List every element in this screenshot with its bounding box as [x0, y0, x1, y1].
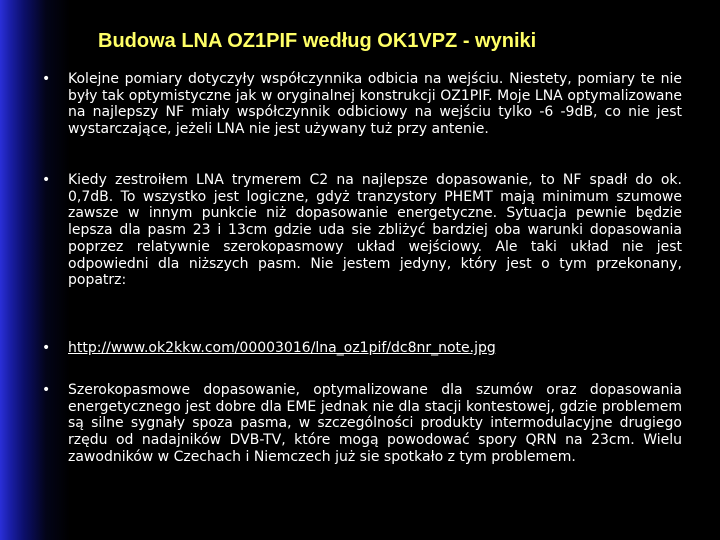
bullet-icon: •	[42, 172, 51, 188]
bullet-item-1	[40, 71, 682, 138]
bullet-item-2	[40, 172, 682, 289]
bullet-text-1: Kolejne pomiary dotyczyły współczynnika odbicia na wejściu. Niestety, pomiary te nie były tak optymistyczne jak w oryginalnej konstrukcji OZ1PIF. Moje LNA optymalizowane na najlepszy NF miały współczynnik odbiciowy na wejściu tylko -6 -9dB, co nie jest wystarczające, jeżeli LNA nie jest używany tuż przy antenie.	[68, 71, 682, 138]
bullet-icon: •	[42, 340, 51, 356]
bullet-text-2: Kiedy zestroiłem LNA trymerem C2 na najlepsze dopasowanie, to NF spadł do ok. 0,7dB. To wszystko jest logiczne, gdyż tranzystory PHEMT mają minimum szumowe zawsze w innym punkcie niż dopasowanie energetyczne. Sytuacja pewnie będzie lepsza dla pasm 23 i 13cm gdzie uda sie zbliżyć bardziej oba warunki dopasowania poprzez relatywnie szerokopasmowy układ wejściowy. Ale taki układ nie jest odpowiedni dla niższych pasm. Nie jestem jedyny, który jest o tym przekonany, popatrz:	[68, 172, 682, 289]
bullet-item-3	[40, 340, 682, 357]
bullet-text-4: Szerokopasmowe dopasowanie, optymalizowane dla szumów oraz dopasowania energetycznego jest dobre dla EME jednak nie dla stacji kontestowej, gdzie problemem są silne sygnały spoza pasma, w szczególności produkty intermodulacyjne drugiego rzędu od nadajników DVB-TV, które mogą powodować spory QRN na 23cm. Wielu zawodników w Czechach i Niemczech już sie spotkało z tym problemem.	[68, 382, 682, 465]
bullet-item-4	[40, 382, 682, 466]
bullet-icon: •	[42, 382, 51, 398]
slide-title: Budowa LNA OZ1PIF według OK1VPZ - wyniki	[98, 30, 537, 52]
reference-link[interactable]: http://www.ok2kkw.com/00003016/lna_oz1pif/dc8nr_note.jpg	[68, 340, 496, 356]
bullet-icon: •	[42, 71, 51, 87]
